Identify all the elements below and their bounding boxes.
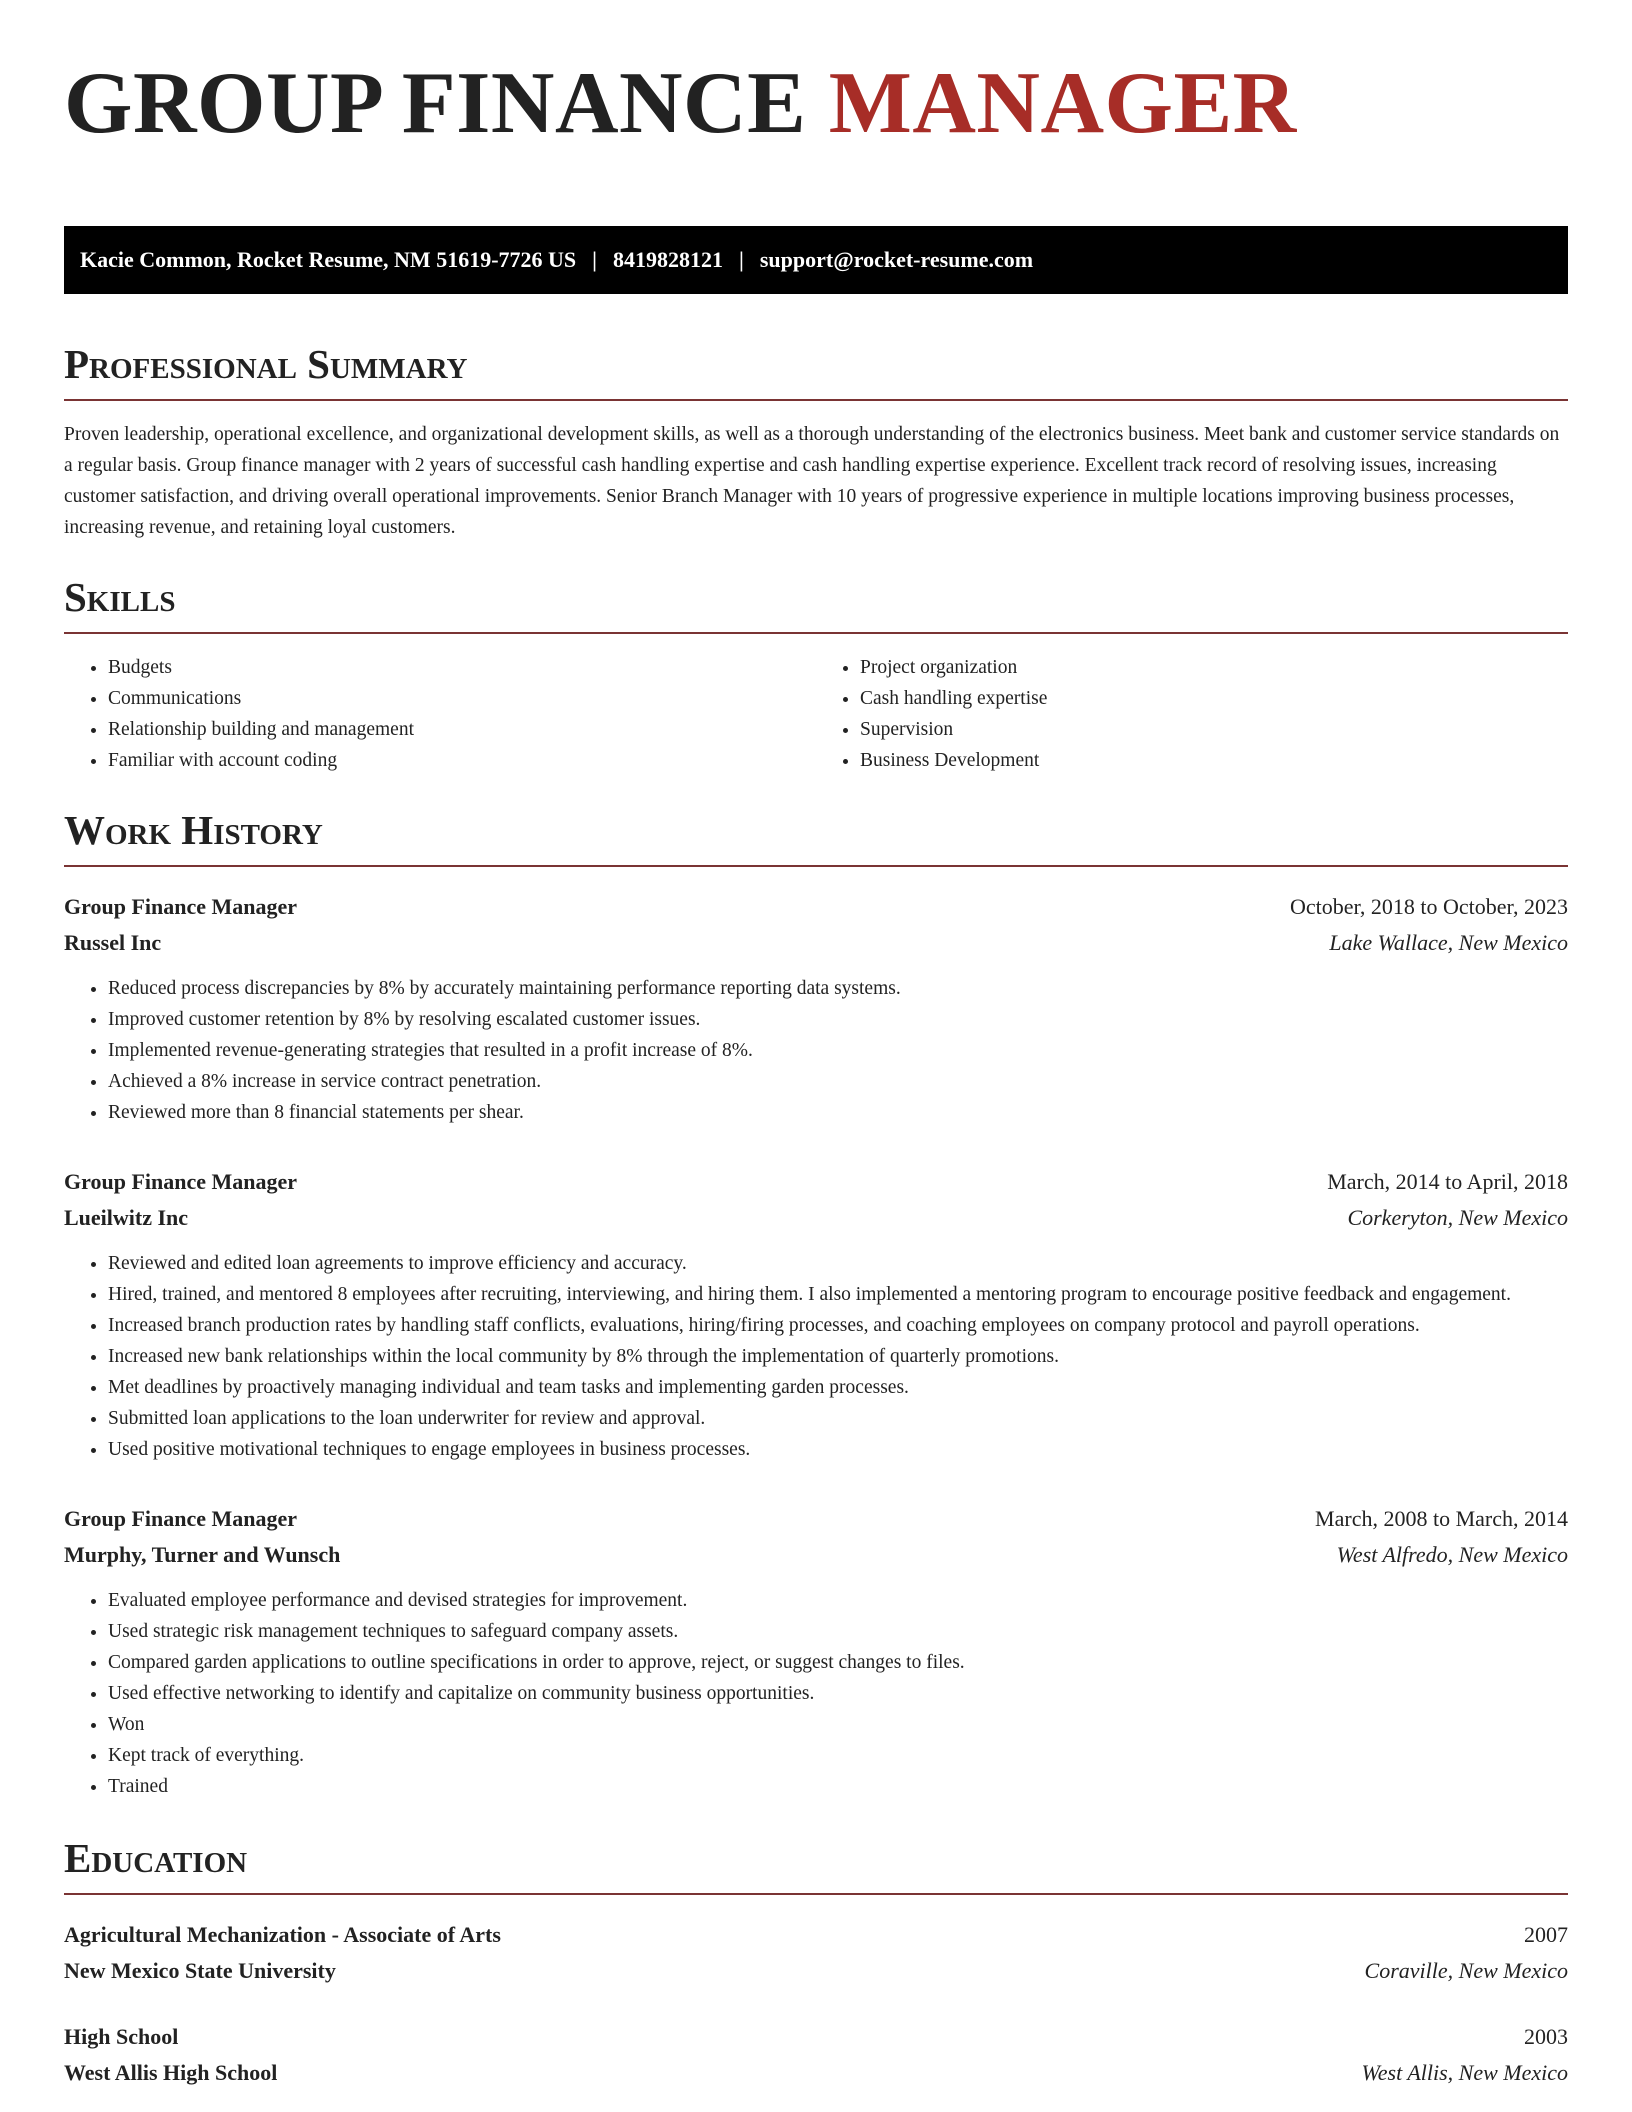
summary-text: Proven leadership, operational excellence, and organizational development skills, as well as a thorough understanding of the electronics business. Meet bank and customer service standards on a regular basis. Group finance manager with 2 years of successful cash handling expertise and cash handling expertise experience. Excellent track record of resolving issues, increasing customer satisfaction, and driving overall operational improvements. Senior Branch Manager with 10 years of progressive experience in multiple locations improving business processes, increasing revenue, and retaining loyal customers.: [64, 424, 1560, 538]
job-bullet: • Submitted loan applications to the loan underwriter for review and approval.: [108, 1403, 1568, 1434]
job-bullets: [64, 1248, 1568, 1465]
job-bullet: • Increased branch production rates by handling staff conflicts, evaluations, hiring/firing processes, and coaching employees on company protocol and payroll operations.: [108, 1310, 1568, 1341]
job-bullet: • Reviewed more than 8 financial statements per shear.: [108, 1097, 1568, 1128]
section-divider: [64, 632, 1568, 634]
skill-item: • Familiar with account coding: [108, 745, 816, 776]
contact-separator: |: [592, 247, 598, 272]
job-bullet: • Evaluated employee performance and devised strategies for improvement.: [108, 1585, 1568, 1616]
job-bullet: • Trained: [108, 1771, 1568, 1802]
education-degree: High School: [64, 2024, 179, 2049]
job-bullet: • Met deadlines by proactively managing individual and team tasks and implementing garden processes.: [108, 1372, 1568, 1403]
job-entry: [64, 1501, 1568, 1802]
title-accent: MANAGER: [828, 55, 1297, 152]
education-entry: [64, 2019, 1568, 2091]
work-heading: Work History: [64, 807, 323, 853]
job-bullet: • Reviewed and edited loan agreements to improve efficiency and accuracy.: [108, 1248, 1568, 1279]
job-bullet: • Implemented revenue-generating strategies that resulted in a profit increase of 8%.: [108, 1035, 1568, 1066]
job-dates: March, 2008 to March, 2014: [1315, 1506, 1568, 1531]
section-divider: [64, 865, 1568, 867]
contact-separator: |: [739, 247, 744, 272]
job-header-row: [64, 889, 1568, 925]
job-location: Corkeryton, New Mexico: [1347, 1205, 1568, 1230]
job-bullet: • Improved customer retention by 8% by resolving escalated customer issues.: [108, 1004, 1568, 1035]
contact-phone: 8419828121: [613, 247, 724, 272]
education-location: Coraville, New Mexico: [1364, 1958, 1568, 1983]
resume-title: [64, 54, 1568, 154]
job-dates: October, 2018 to October, 2023: [1289, 894, 1568, 919]
job-company-row: [64, 1537, 1568, 1573]
skill-item: • Business Development: [860, 745, 1568, 776]
education-school: New Mexico State University: [64, 1958, 336, 1983]
skill-item: • Budgets: [108, 652, 816, 683]
skills-columns: [64, 652, 1568, 776]
contact-email: support@rocket-resume.com: [759, 247, 1034, 272]
education-school-row: [64, 1953, 1568, 1989]
job-bullets: [64, 1585, 1568, 1802]
section-divider: [64, 1893, 1568, 1895]
job-bullet: • Used strategic risk management techniques to safeguard company assets.: [108, 1616, 1568, 1647]
job-title: Group Finance Manager: [64, 1169, 298, 1194]
skill-item: • Project organization: [860, 652, 1568, 683]
skill-item: • Relationship building and management: [108, 714, 816, 745]
skills-section: [64, 573, 1568, 776]
education-degree-row: [64, 2019, 1568, 2055]
job-bullet: • Won: [108, 1709, 1568, 1740]
education-degree: Agricultural Mechanization - Associate of Arts: [64, 1922, 501, 1947]
job-company: Murphy, Turner and Wunsch: [64, 1542, 341, 1567]
job-bullet: • Used positive motivational techniques to engage employees in business processes.: [108, 1434, 1568, 1465]
work-section: [64, 806, 1568, 1802]
skills-list-left: [64, 652, 816, 776]
education-school: West Allis High School: [64, 2060, 278, 2085]
title-main: GROUP FINANCE: [64, 55, 807, 152]
job-company: Lueilwitz Inc: [64, 1205, 189, 1230]
job-bullet: • Increased new bank relationships within the local community by 8% through the implementation of quarterly promotions.: [108, 1341, 1568, 1372]
job-bullet: • Achieved a 8% increase in service contract penetration.: [108, 1066, 1568, 1097]
education-section: [64, 1834, 1568, 2091]
job-location: West Alfredo, New Mexico: [1336, 1542, 1568, 1567]
skill-item: • Supervision: [860, 714, 1568, 745]
skill-item: • Communications: [108, 683, 816, 714]
job-location: Lake Wallace, New Mexico: [1329, 930, 1568, 955]
job-bullet: • Reduced process discrepancies by 8% by accurately maintaining performance reporting data systems.: [108, 973, 1568, 1004]
education-entry: [64, 1917, 1568, 1989]
job-title: Group Finance Manager: [64, 1506, 298, 1531]
education-school-row: [64, 2055, 1568, 2091]
job-bullet: • Compared garden applications to outline specifications in order to approve, reject, or suggest changes to files.: [108, 1647, 1568, 1678]
skills-heading: Skills: [64, 574, 176, 620]
education-year: 2003: [1524, 2024, 1568, 2049]
education-degree-row: [64, 1917, 1568, 1953]
skills-list-right: [816, 652, 1568, 776]
contact-address: Kacie Common, Rocket Resume, NM 51619-7726 US: [80, 247, 577, 272]
job-header-row: [64, 1164, 1568, 1200]
education-heading: Education: [64, 1835, 248, 1881]
job-bullet: • Kept track of everything.: [108, 1740, 1568, 1771]
section-divider: [64, 399, 1568, 401]
job-bullets: [64, 973, 1568, 1128]
job-header-row: [64, 1501, 1568, 1537]
contact-bar: [64, 226, 1568, 294]
education-year: 2007: [1524, 1922, 1568, 1947]
skill-item: • Cash handling expertise: [860, 683, 1568, 714]
job-company-row: [64, 925, 1568, 961]
job-entry: [64, 889, 1568, 1128]
education-location: West Allis, New Mexico: [1361, 2060, 1568, 2085]
job-bullet: • Hired, trained, and mentored 8 employees after recruiting, interviewing, and hiring them. I also implemented a mentoring program to encourage positive feedback and engagement.: [108, 1279, 1568, 1310]
job-bullet: • Used effective networking to identify and capitalize on community business opportunities.: [108, 1678, 1568, 1709]
summary-section: [64, 340, 1568, 543]
summary-heading: Professional Summary: [64, 341, 468, 387]
job-entry: [64, 1164, 1568, 1465]
job-dates: March, 2014 to April, 2018: [1327, 1169, 1568, 1194]
job-company: Russel Inc: [64, 930, 162, 955]
job-title: Group Finance Manager: [64, 894, 298, 919]
job-company-row: [64, 1200, 1568, 1236]
